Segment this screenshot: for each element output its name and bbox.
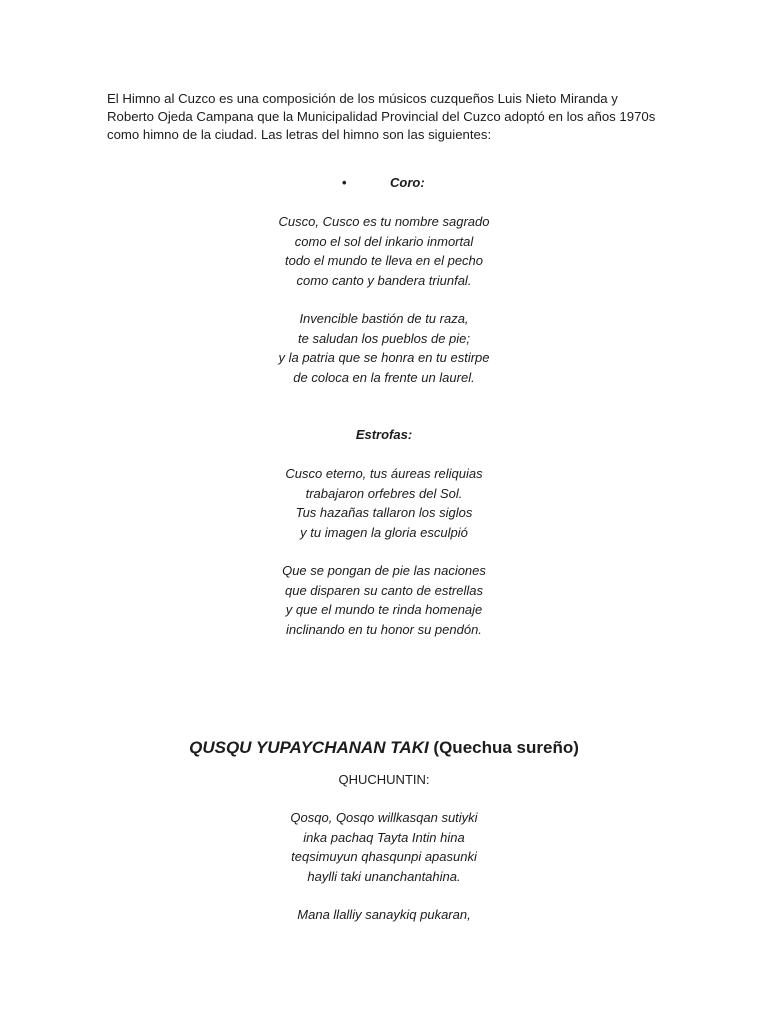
verse-line: todo el mundo te lleva en el pecho [284,253,484,268]
quechua-chorus-heading: QHUCHUNTIN: [338,772,430,787]
verse-line: inclinando en tu honor su pendón. [286,621,482,637]
verse-line: Que se pongan de pie las naciones [282,563,486,578]
verse-line: y tu imagen la gloria esculpió [300,524,468,540]
quechua-title [0,737,768,759]
quechua-stanza-2 [0,905,768,925]
verse-line: y la patria que se honra en tu estirpe [278,350,490,365]
verse-line: y que el mundo te rinda homenaje [285,602,483,617]
quechua-title-main: QUSQU YUPAYCHANAN TAKI [189,738,429,757]
verse-line: Cusco, Cusco es tu nombre sagrado [278,214,490,229]
coro-stanza-1 [0,212,768,290]
verse-line: haylli taki unanchantahina. [307,868,461,884]
coro-bullet-item [0,174,768,192]
verse-line: Qosqo, Qosqo willkasqan sutiyki [290,810,478,825]
estrofas-heading: Estrofas: [355,427,413,442]
verse-line: inka pachaq Tayta Intin hina [303,829,465,845]
verse-line: te saludan los pueblos de pie; [297,330,470,346]
verse-line: Invencible bastión de tu raza, [299,311,469,326]
quechua-title-language: (Quechua sureño) [428,738,579,757]
coro-stanza-2 [0,309,768,387]
verse-line: que disparen su canto de estrellas [284,582,483,598]
verse-line: Mana llalliy sanaykiq pukaran, [297,907,471,922]
coro-heading: Coro: [390,175,425,190]
verse-line: como el sol del inkario inmortal [294,233,474,249]
verse-line: Tus hazañas tallaron los siglos [295,505,473,520]
bullet-icon: • [342,175,347,190]
verse-line: Cusco eterno, tus áureas reliquias [285,466,483,481]
quechua-stanza-1 [0,808,768,886]
verse-line: de coloca en la frente un laurel. [293,369,475,385]
estrofas-stanza-1 [0,464,768,542]
verse-line: como canto y bandera triunfal. [296,272,472,288]
estrofas-stanza-2 [0,561,768,639]
verse-line: teqsimuyun qhasqunpi apasunki [291,849,477,864]
intro-paragraph: El Himno al Cuzco es una composición de los músicos cuzqueños Luis Nieto Miranda y Roberto Ojeda Campana que la Municipalidad Provincial del Cuzco adoptó en los años 1970s como himno de la ciudad. Las letras del himno son las siguientes: [107,91,656,142]
verse-line: trabajaron orfebres del Sol. [305,485,463,501]
